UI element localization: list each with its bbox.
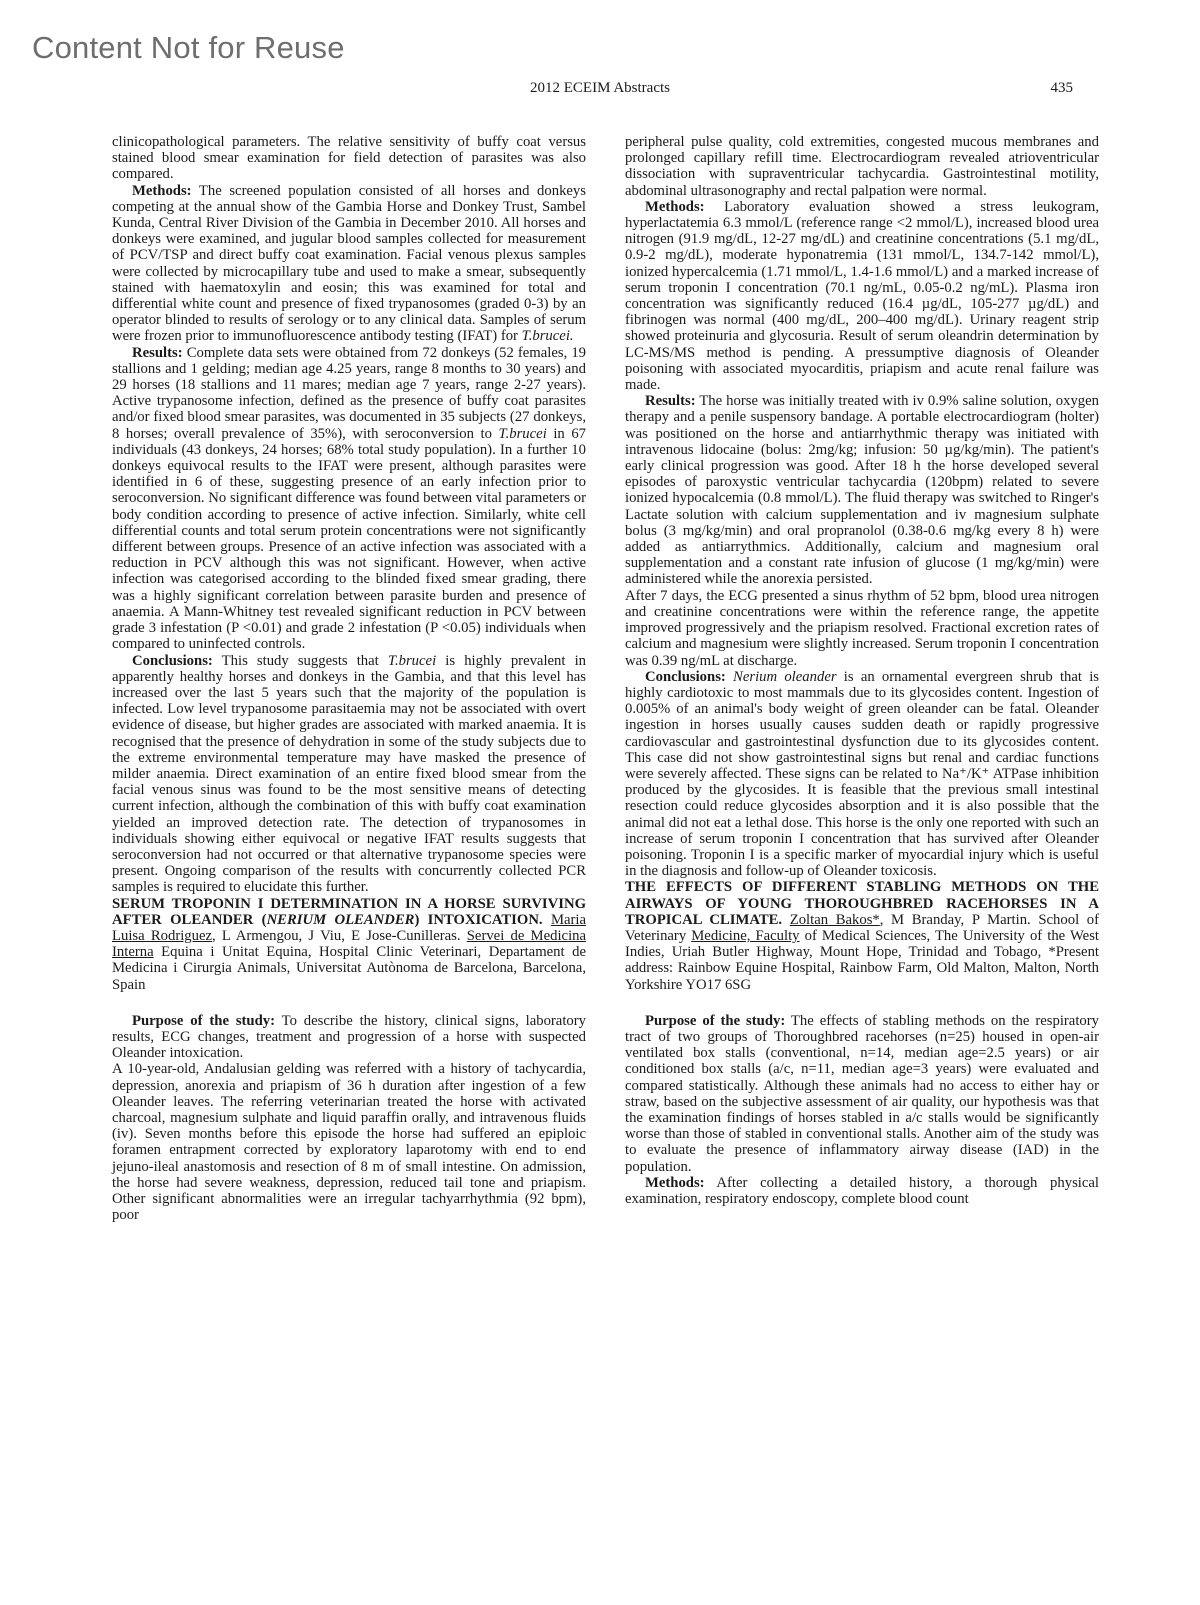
running-head — [0, 80, 1200, 102]
page-number: 435 — [1050, 80, 1073, 96]
purpose-section: Purpose of the study: To describe the history, clinical signs, laboratory results, ECG changes, treatment and progression of a horse with suspected Oleander intoxication. — [112, 1012, 586, 1062]
paragraph: clinicopathological parameters. The relative sensitivity of buffy coat versus stained blood smear examination for field detection of parasites was also compared. — [112, 134, 586, 183]
methods-section: Methods: Laboratory evaluation showed a stress leukogram, hyperlactatemia 6.3 mmol/L (reference range <2 mmol/L), increased blood urea nitrogen (91.9 mg/dL, 12-27 mg/dL) and creatinine concentrations (5.1 mg/dL, 0.9-2 mg/dL), moderate hyponatremia (131 mmol/L, 134.7-142 mmol/L), ionized hypercalcemia (1.71 mmol/L, 1.4-1.6 mmol/L) and a marked increase of serum troponin I concentration (70.1 ng/mL, 0.05-0.2 ng/mL). Plasma iron concentration was significantly reduced (16.4 µg/dL, 105-277 µg/dL) and fibrinogen was normal (400 mg/dL, 200–400 mg/dL). Urinary reagent strip showed proteinuria and glycosuria. Result of serum oleandrin determination by LC-MS/MS method is pending. A pressumptive diagnosis of Oleander poisoning with associated myocarditis, priapism and acute renal failure was made. — [625, 198, 1100, 394]
paragraph: peripheral pulse quality, cold extremities, congested mucous membranes and prolonged capillary refill time. Electrocardiogram revealed atrioventricular dissociation with supraventricular tachycardia. Gastrointestinal motility, abdominal ultrasonography and rectal palpation were normal. — [625, 134, 1099, 199]
journal-title: 2012 ECEIM Abstracts — [530, 80, 670, 96]
purpose-section: Purpose of the study: The effects of stabling methods on the respiratory tract of two groups of Thoroughbred racehorses (n=25) housed in open-air ventilated box stalls (conventional, n=14, median age=2.5 years) or air conditioned box stalls (a/c, n=11, median age=3 years) were evaluated and compared statistically. Although these animals had no access to either hay or straw, based on the subjective assessment of air quality, our hypothesis was that the examination findings of horses stabled in a/c stalls would be significantly worse than those of stabled in conventional stalls. Another aim of the study was to evaluate the presence of inflammatory airway disease (IAD) in the population. — [625, 1012, 1099, 1175]
watermark: Content Not for Reuse — [32, 30, 345, 65]
methods-section: Methods: The screened population consisted of all horses and donkeys competing at the annual show of the Gambia Horse and Donkey Trust, Sambel Kunda, Central River Division of the Gambia in December 2010. All horses and donkeys were examined, and jugular blood samples collected for measurement of PCV/TSP and direct buffy coat examination. Facial venous plexus samples were collected by microcapillary tube and used to make a smear, subsequently stained with haematoxylin and eosin; this was examined for total and differential white count and presence of fixed trypanosomes (graded 0-3) by an operator blinded to results of serology or to any clinical data. Samples of serum were frozen prior to immunofluorescence antibody testing (IFAT) for T.brucei. — [112, 182, 586, 345]
abstract-title-stabling: THE EFFECTS OF DIFFERENT STABLING METHODS ON THE AIRWAYS OF YOUNG THOROUGHBRED RACEHORSES IN A TROPICAL CLIMATE. Zoltan Bakos*, M Branday, P Martin. School of Veterinary Medicine, Faculty of Medical Sciences, The University of the West Indies, Uriah Butler Highway, Mount Hope, Trinidad and Tobago, *Present address: Rainbow Equine Hospital, Rainbow Farm, Old Malton, Malton, North Yorkshire YO17 6SG — [625, 879, 1100, 993]
abstract-title-oleander: SERUM TROPONIN I DETERMINATION IN A HORSE SURVIVING AFTER OLEANDER (NERIUM OLEANDER) INTOXICATION. Maria Luisa Rodriguez, L Armengou, J Viu, E Jose-Cunilleras. Servei de Medicina Interna Equina i Unitat Equina, Hospital Clinic Veterinari, Departament de Medicina i Cirurgia Animals, Universitat Autònoma de Barcelona, Barcelona, Spain — [112, 895, 587, 993]
author-name: Zoltan Bakos* — [789, 911, 880, 928]
results-section: Results: Complete data sets were obtained from 72 donkeys (52 females, 19 stallions and 1 gelding; median age 4.25 years, range 8 months to 30 years) and 29 horses (18 stallions and 11 mares; median age 7 years, range 2-27 years). Active trypanosome infection, defined as the presence of buffy coat parasites and/or fixed blood smear parasites, was documented in 35 subjects (27 donkeys, 8 horses; overall prevalence of 35%), with seroconversion to T.brucei in 67 individuals (43 donkeys, 24 horses; 68% total study population). In a further 10 donkeys equivocal results to the IFAT were present, although parasites were identified in 6 of these, suggesting presence of an early infection prior to seroconversion. No significant difference was found between vital parameters or body condition according to presence of active infection. Similarly, white cell differential counts and total serum protein concentrations were not significantly different between groups. Presence of an active infection was associated with a reduction in PCV although this was not significant. However, when active infection was categorised according to the blinded fixed smear grading, there was a highly significant correlation between parasite burden and presence of anaemia. A Mann-Whitney test revealed significant reduction in PCV between grade 3 infestation (P <0.01) and grade 2 infestation (P <0.05) individuals when compared to uninfected controls. — [112, 344, 587, 653]
author-name: Maria Luisa Rodriguez — [112, 911, 587, 944]
results-section: Results: The horse was initially treated with iv 0.9% saline solution, oxygen therapy and a penile suspensory bandage. A portable electrocardiogram (holter) was positioned on the horse and antiarrhythmic therapy was initiated with intravenous lidocaine (bolus: 2mg/kg; infusion: 50 µg/kg/min). The patient's early clinical progression was good. After 18 h the horse developed several episodes of paroxystic ventricular tachycardia (120bpm) related to severe ionized hypocalcemia (0.8 mmol/L). The fluid therapy was switched to Ringer's Lactate solution with calcium supplementation and iv magnesium sulphate bolus (3 mg/kg/min) and oral propranolol (0.38-0.6 mg/kg every 8 h) were added as antiarrythmics. Additionally, calcium and magnesium oral supplementation and a constant rate infusion of glucose (1 mg/kg/min) were administered while the anorexia persisted. — [625, 393, 1099, 588]
methods-section: Methods: After collecting a detailed history, a thorough physical examination, respiratory endoscopy, complete blood count — [625, 1174, 1099, 1207]
case-history: A 10-year-old, Andalusian gelding was referred with a history of tachycardia, depression, anorexia and priapism of 36 h duration after ingestion of a few Oleander leaves. The referring veterinarian treated the horse with activated charcoal, magnesium sulphate and liquid paraffin orally, and intravenous fluids (iv). Seven months before this episode the horse had suffered an epiploic foramen entrapment corrected by exploratory laparotomy with end to end jejuno-ileal anastomosis and resection of 8 m of small intestine. On admission, the horse had severe weakness, depression, reduced tail tone and priapism. Other significant abnormalities were an irregular tachyarrhythmia (92 bpm), poor — [112, 1061, 586, 1224]
conclusions-section: Conclusions: Nerium oleander is an ornamental evergreen shrub that is highly cardiotoxic to most mammals due to its glycosides content. Ingestion of 0.005% of an animal's body weight of green oleander can be fatal. Oleander ingestion in horses usually causes sudden death or rapidly progressive cardiovascular and gastrointestinal dysfunction due to its glycosides content. This case did not show gastrointestinal signs but renal and cardiac functions were severely affected. These signs can be related to Na⁺/K⁺ ATPase inhibition produced by the glycosides. It is feasible that the previous small intestinal resection could reduce glycosides absorption and it is also possible that the animal did not eat a lethal dose. This horse is the only one reported with such an increase of serum troponin I concentration that has survived after Oleander poisoning. Troponin I is a specific marker of myocardial injury which is useful in the diagnosis and follow-up of Oleander toxicosis. — [625, 668, 1099, 880]
left-column — [112, 134, 586, 1223]
paragraph: After 7 days, the ECG presented a sinus rhythm of 52 bpm, blood urea nitrogen and creatinine concentrations were within the reference range, the appetite improved progressively and the priapism resolved. Fractional excretion rates of calcium and magnesium were slightly increased. Serum troponin I concentration was 0.39 ng/mL at discharge. — [625, 587, 1099, 669]
right-column — [625, 134, 1099, 1207]
conclusions-section: Conclusions: This study suggests that T.brucei is highly prevalent in apparently healthy horses and donkeys in the Gambia, and that this level has increased over the last 5 years such that the majority of the population is infected. Low level trypanosome parasitaemia may not be associated with overt evidence of disease, but higher grades are associated with marked anaemia. It is recognised that the presence of dehydration in some of the study subjects due to the extreme environmental temperature may have masked the presence of milder anaemia. Direct examination of an entire fixed blood smear from the facial venous sinus was found to be the most sensitive means of detecting current infection, although the combination of this with buffy coat examination yielded an improved detection rate. The detection of trypanosomes in individuals showing either equivocal or negative IFAT results suggests that seroconversion had not occurred or that alternative trypanosome species were present. Ongoing comparison of the results with concurrently collected PCR samples is required to elucidate this further. — [112, 652, 587, 896]
